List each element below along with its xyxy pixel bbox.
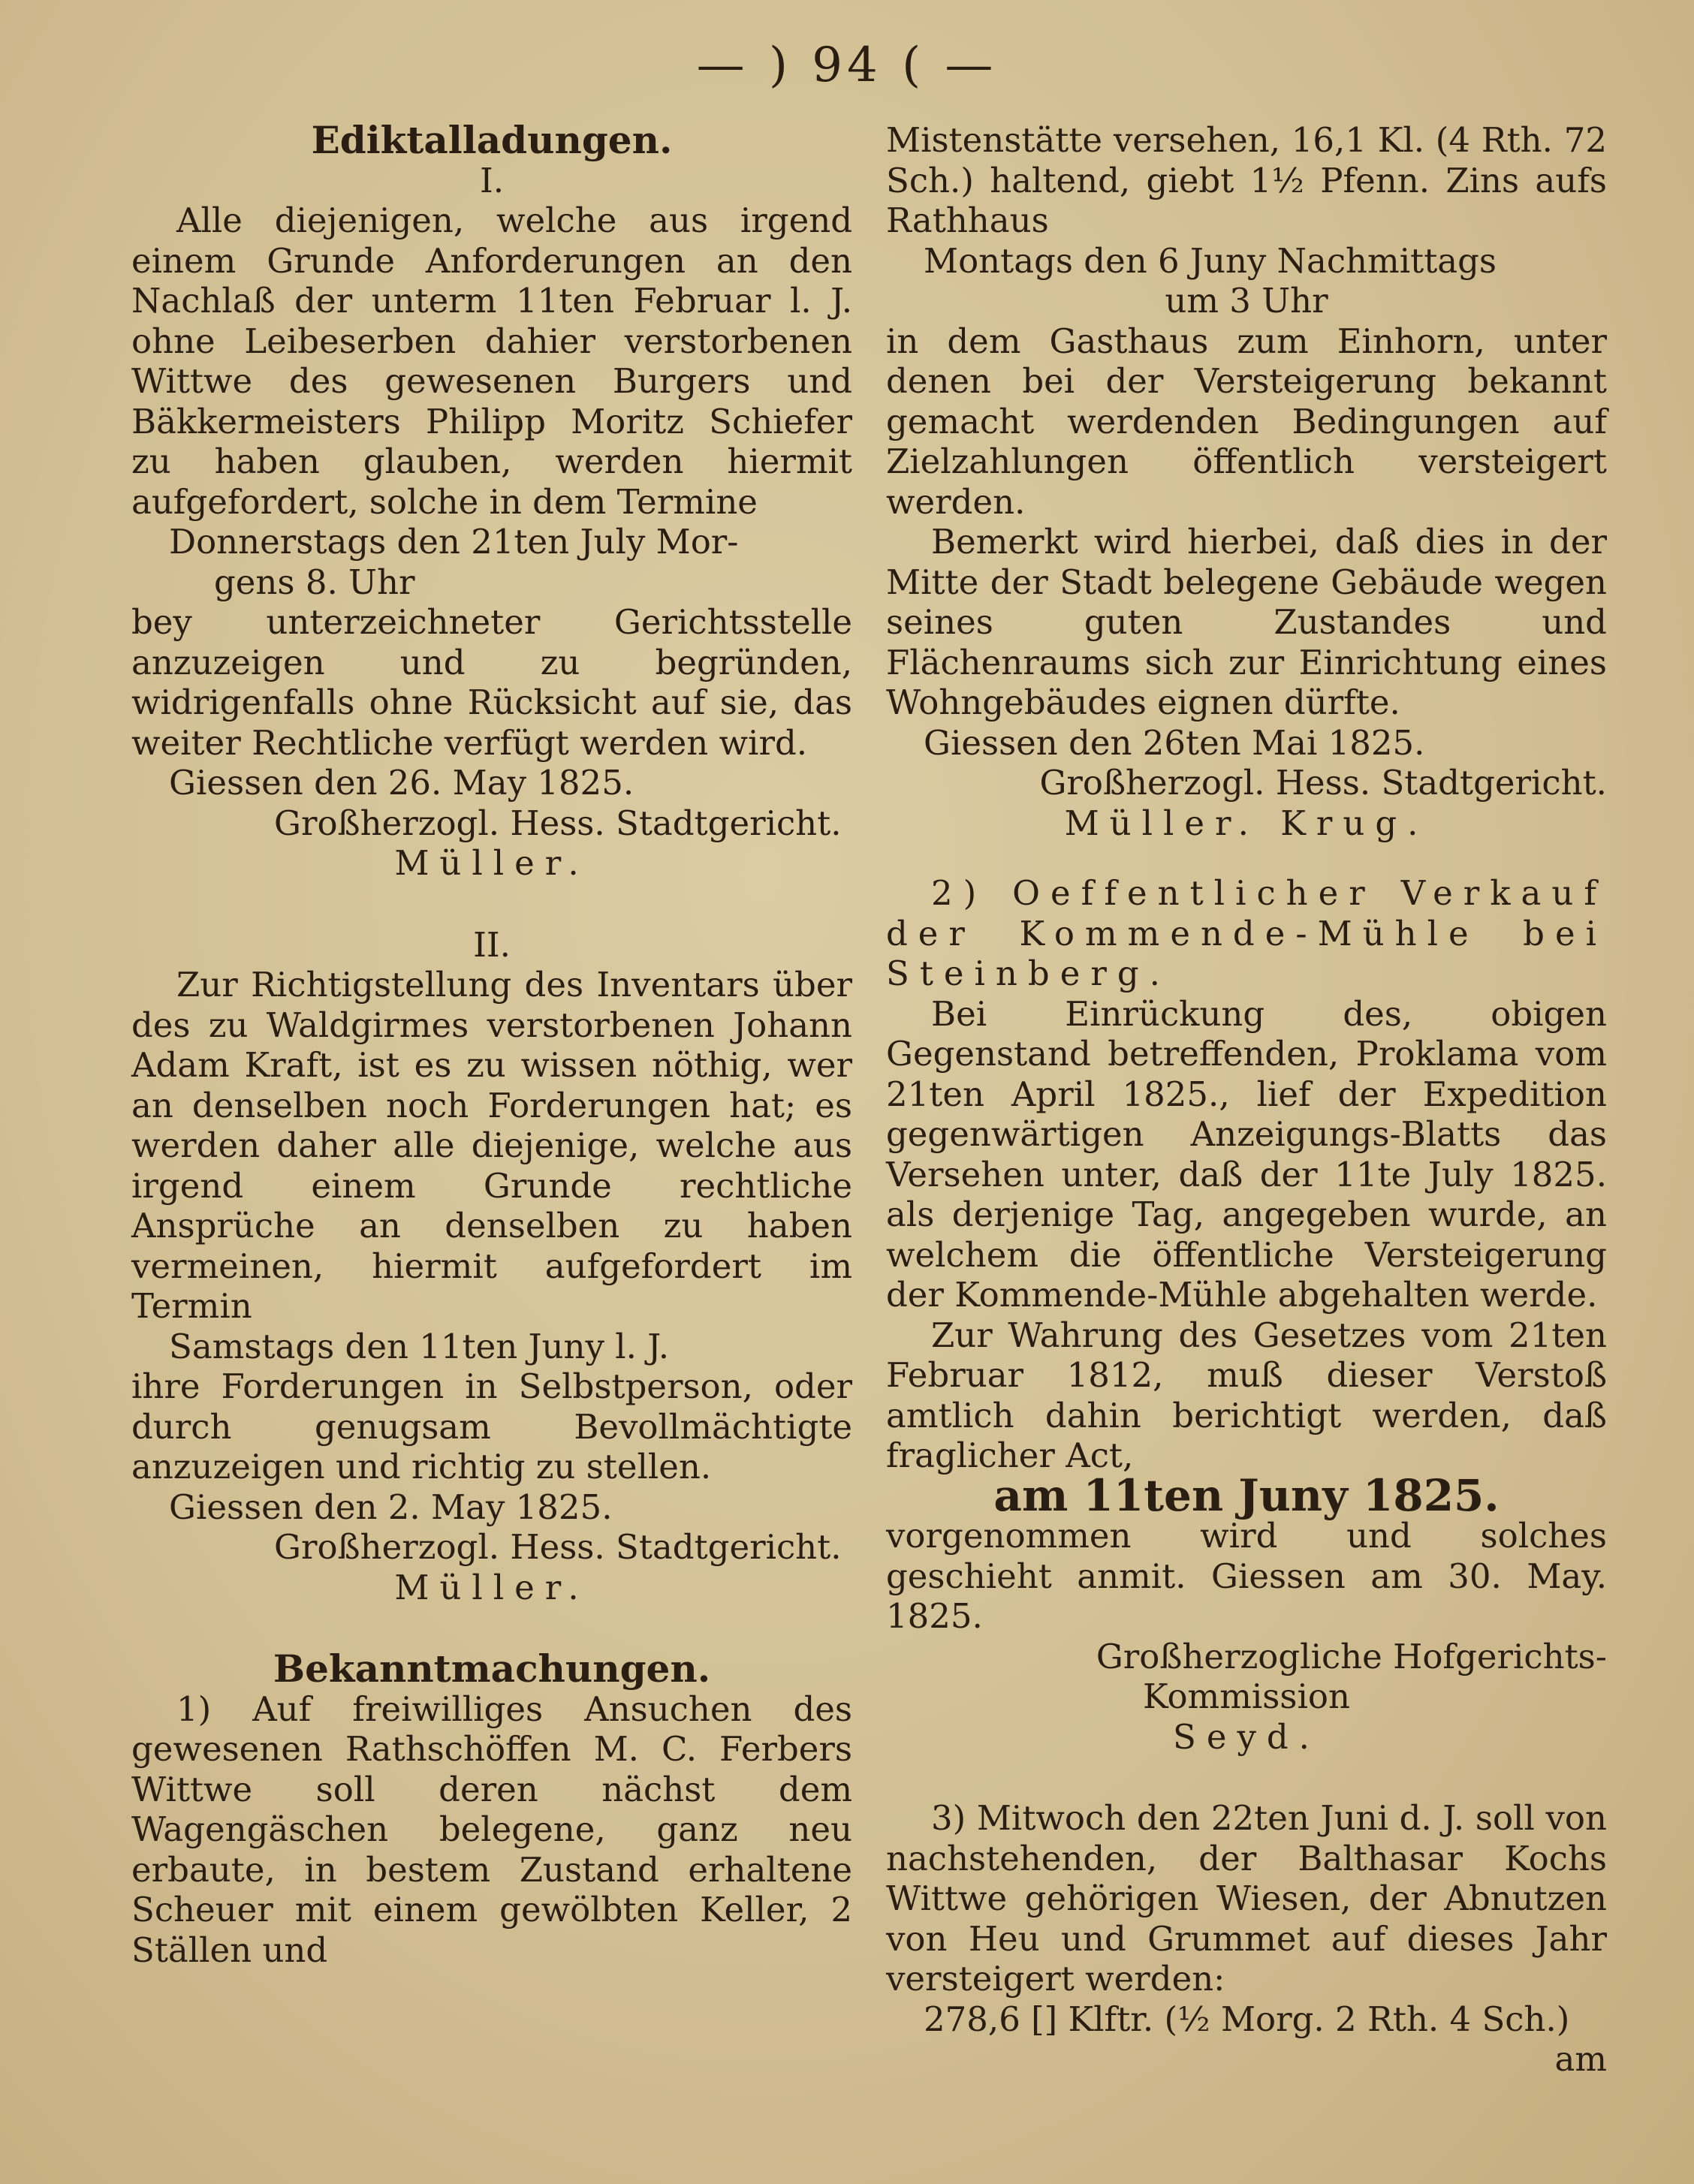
- announcement-1-signatures: Müller. Krug.: [1064, 803, 1429, 843]
- notice-2-body-2: ihre Forderungen in Selbstperson, oder durch genugsam Bevollmächtigte anzuzeigen und richtig zu stellen.: [131, 1366, 852, 1487]
- announcement-2-heading: 2) Oeffentlicher Verkauf der Kommende-Mühle bei Steinberg.: [886, 873, 1607, 993]
- announcement-2-date: am 11ten Juny 1825.: [993, 1469, 1500, 1521]
- notice-1-date-line-2: gens 8. Uhr: [214, 562, 415, 602]
- announcement-2-body-3: vorgenommen wird und solches geschieht anmit. Giessen am 30. May. 1825.: [886, 1516, 1607, 1636]
- notice-1-date-line-1: Donnerstags den 21ten July Mor-: [169, 522, 739, 562]
- right-column: [886, 120, 1607, 2080]
- announcement-1-continued: Mistenstätte versehen, 16,1 Kl. (4 Rth. 72 Sch.) haltend, giebt 1½ Pfenn. Zins aufs Rathhaus: [886, 120, 1607, 240]
- notice-2-body: Zur Richtigstellung des Inventars über des zu Waldgirmes verstorbenen Johann Adam Kraft, ist es zu wissen nöthig, wer an denselben noch Forderungen hat; es werden daher alle diejenige, welche aus irgend einem Grunde rechtliche Ansprüche an denselben zu haben vermeinen, hiermit aufgefordert im Termin: [131, 965, 852, 1326]
- left-column: [131, 120, 852, 1970]
- notice-1-signature: Müller.: [394, 843, 589, 883]
- section-title-announcements: Bekanntmachungen.: [273, 1646, 711, 1691]
- announcement-1-body: 1) Auf freiwilliges Ansuchen des gewesenen Rathschöffen M. C. Ferbers Wittwe soll deren nächst dem Wagengäschen belegene, ganz neu erbaute, in bestem Zustand erhaltene Scheuer mit einem gewölbten Keller, 2 Ställen und: [131, 1688, 852, 1970]
- notice-2-place-date: Giessen den 2. May 1825.: [169, 1487, 613, 1527]
- announcement-1-remark: Bemerkt wird hierbei, daß dies in der Mitte der Stadt belegene Gebäude wegen seines guten Zustandes und Flächenraums sich zur Einrichtung eines Wohngebäudes eignen dürfte.: [886, 522, 1607, 722]
- announcement-2-court-line-1: Großherzogliche Hofgerichts-: [1096, 1636, 1607, 1676]
- announcement-2-court-line-2: Kommission: [1143, 1676, 1350, 1716]
- announcement-1-terms: in dem Gasthaus zum Einhorn, unter denen bei der Versteigerung bekannt gemacht werdenden Bedingungen auf Zielzahlungen öffentlich versteigert werden.: [886, 321, 1607, 522]
- notice-2-signature: Müller.: [394, 1567, 589, 1607]
- notice-number-2: II.: [473, 924, 511, 965]
- announcement-1-court: Großherzogl. Hess. Stadtgericht.: [1039, 763, 1607, 803]
- announcement-1-date-line-1: Montags den 6 Juny Nachmittags: [924, 240, 1497, 281]
- catchword: am: [1554, 2039, 1607, 2079]
- notice-1-body: Alle diejenigen, welche aus irgend einem Grunde Anforderungen an den Nachlaß der unterm 11ten Februar l. J. ohne Leibeserben dahier verstorbenen Wittwe des gewesenen Burgers und Bäkkermeisters Philipp Moritz Schiefer zu haben glauben, werden hiermit aufgefordert, solche in dem Termine: [131, 200, 852, 522]
- notice-2-date: Samstags den 11ten Juny l. J.: [169, 1326, 670, 1366]
- announcement-2-signature: Seyd.: [1173, 1716, 1320, 1757]
- announcement-1-date-line-2: um 3 Uhr: [1165, 281, 1328, 321]
- announcement-2-body: Bei Einrückung des, obigen Gegenstand betreffenden, Proklama vom 21ten April 1825., lief der Expedition gegenwärtigen Anzeigungs-Blatts das Versehen unter, daß der 11te July 1825. als derjenige Tag, angegeben wurde, an welchem die öffentliche Versteigerung der Kommende-Mühle abgehalten werde.: [886, 993, 1607, 1315]
- notice-2-court: Großherzogl. Hess. Stadtgericht.: [274, 1527, 842, 1567]
- notice-1-body-2: bey unterzeichneter Gerichtsstelle anzuzeigen und zu begründen, widrigenfalls ohne Rücksicht auf sie, das weiter Rechtliche verfügt werden wird.: [131, 602, 852, 763]
- announcement-2-body-2: Zur Wahrung des Gesetzes vom 21ten Februar 1812, muß dieser Verstoß amtlich dahin berichtigt werden, daß fraglicher Act,: [886, 1315, 1607, 1475]
- notice-1-court: Großherzogl. Hess. Stadtgericht.: [274, 803, 842, 843]
- section-title-edictal-summons: Ediktalladungen.: [311, 118, 673, 162]
- page-number-header: — ) 94 ( —: [696, 38, 998, 93]
- announcement-3-body: 3) Mitwoch den 22ten Juni d. J. soll von nachstehenden, der Balthasar Kochs Wittwe gehörigen Wiesen, der Abnutzen von Heu und Grummet auf dieses Jahr versteigert werden:: [886, 1798, 1607, 1999]
- notice-number-1: I.: [479, 160, 505, 200]
- announcement-3-item: 278,6 [] Klftr. (½ Morg. 2 Rth. 4 Sch.): [924, 1999, 1570, 2039]
- announcement-1-place-date: Giessen den 26ten Mai 1825.: [924, 722, 1425, 763]
- notice-1-place-date: Giessen den 26. May 1825.: [169, 763, 634, 803]
